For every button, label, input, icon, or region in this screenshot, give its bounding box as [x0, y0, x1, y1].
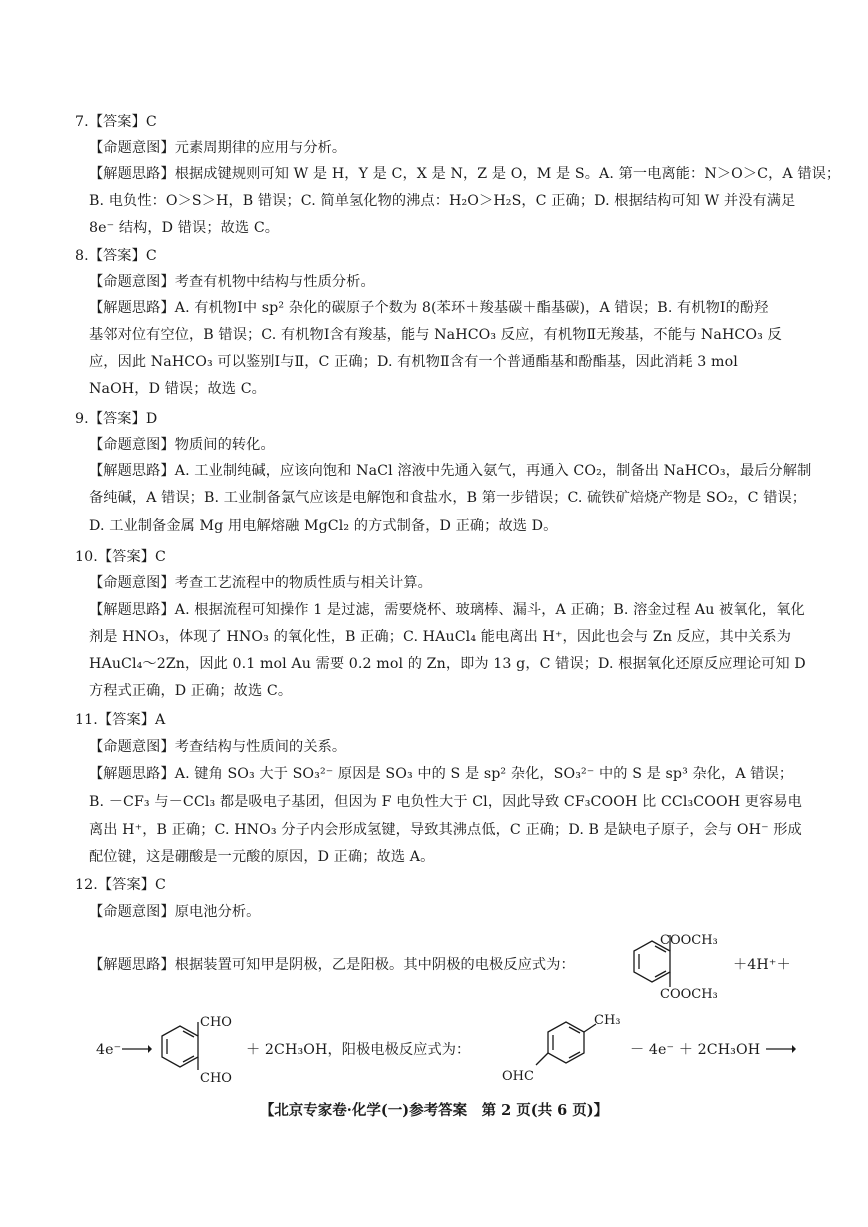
- q8-answer: 8.【答案】C: [75, 248, 157, 264]
- q8-analysis-line-4: NaOH，D 错误；故选 C。: [89, 381, 266, 397]
- dimethyl-phthalate-structure: [610, 925, 745, 1005]
- reaction-arrow-icon-2: [766, 1043, 796, 1055]
- q10-analysis-line-2: 剂是 HNO₃，体现了 HNO₃ 的氧化性，B 正确；C. HAuCl₄ 能电离出 H⁺，因此也会与 Zn 反应，其中关系为: [89, 629, 791, 645]
- q11-analysis-line-4: 配位键，这是硼酸是一元酸的原因，D 正确；故选 A。: [89, 849, 435, 865]
- phthalaldehyde-structure: [152, 1010, 247, 1090]
- q9-answer: 9.【答案】D: [75, 411, 158, 427]
- q11-analysis-line-3: 离出 H⁺，B 正确；C. HNO₃ 分子内会形成氢键，导致其沸点低，C 正确；D. B 是缺电子原子，会与 OH⁻ 形成: [89, 822, 802, 838]
- q12-intent: 【命题意图】原电池分析。: [89, 904, 261, 920]
- q7-answer: 7.【答案】C: [75, 114, 157, 130]
- q10-analysis-line-4: 方程式正确，D 正确；故选 C。: [89, 683, 293, 699]
- q11-answer: 11.【答案】A: [75, 712, 166, 728]
- q11-analysis-line-2: B. －CF₃ 与－CCl₃ 都是吸电子基团，但因为 F 电负性大于 Cl，因此导致 CF₃COOH 比 CCl₃COOH 更容易电: [89, 794, 802, 810]
- q7-analysis-line-1: 【解题思路】根据成键规则可知 W 是 H，Y 是 C，X 是 N，Z 是 O，M 是 S。A. 第一电离能：N＞O＞C，A 错误；: [89, 166, 841, 182]
- q11-analysis-line-1: 【解题思路】A. 键角 SO₃ 大于 SO₃²⁻ 原因是 SO₃ 中的 S 是 sp² 杂化，SO₃²⁻ 中的 S 是 sp³ 杂化，A 错误；: [89, 766, 794, 782]
- q12-analysis-line-1: 【解题思路】根据装置可知甲是阴极，乙是阳极。其中阴极的电极反应式为：: [89, 957, 575, 973]
- cho-bottom-label: CHO: [200, 1071, 232, 1086]
- cooch3-bottom-label: COOCH₃: [660, 987, 718, 1002]
- q10-answer: 10.【答案】C: [75, 549, 166, 565]
- q10-analysis-line-1: 【解题思路】A. 根据流程可知操作 1 是过滤，需要烧杯、玻璃棒、漏斗，A 正确；B. 溶金过程 Au 被氧化，氧化: [89, 602, 805, 618]
- q10-intent: 【命题意图】考查工艺流程中的物质性质与相关计算。: [89, 575, 432, 591]
- q7-analysis-line-3: 8e⁻ 结构，D 错误；故选 C。: [89, 220, 280, 236]
- q9-analysis-line-2: 备纯碱，A 错误；B. 工业制备氯气应该是电解饱和食盐水，B 第一步错误；C. 硫铁矿焙烧产物是 SO₂，C 错误；: [89, 490, 807, 506]
- q10-analysis-line-3: HAuCl₄～2Zn，因此 0.1 mol Au 需要 0.2 mol 的 Zn，即为 13 g，C 错误；D. 根据氧化还原反应理论可知 D: [89, 656, 806, 672]
- cho-top-label: CHO: [200, 1015, 232, 1030]
- q9-intent: 【命题意图】物质间的转化。: [89, 437, 275, 453]
- q9-analysis-line-1: 【解题思路】A. 工业制纯碱，应该向饱和 NaCl 溶液中先通入氨气，再通入 CO₂，制备出 NaHCO₃，最后分解制: [89, 463, 812, 479]
- q7-intent: 【命题意图】元素周期律的应用与分析。: [89, 140, 347, 156]
- q12-answer: 12.【答案】C: [75, 877, 166, 893]
- q12-eq2-mid: ＋ 2CH₃OH，阳极电极反应式为：: [246, 1042, 471, 1058]
- ohc-label: OHC: [502, 1069, 534, 1084]
- page-footer: 【北京专家卷·化学(一)参考答案 第 2 页(共 6 页)】: [259, 1102, 609, 1119]
- q8-intent: 【命题意图】考查有机物中结构与性质分析。: [89, 274, 375, 290]
- q8-analysis-line-3: 应，因此 NaHCO₃ 可以鉴别Ⅰ与Ⅱ，C 正确；D. 有机物Ⅱ含有一个普通酯基和酚酯基，因此消耗 3 mol: [89, 354, 738, 370]
- q11-intent: 【命题意图】考查结构与性质间的关系。: [89, 739, 347, 755]
- q8-analysis-line-2: 基邻对位有空位，B 错误；C. 有机物Ⅰ含有羧基，能与 NaHCO₃ 反应，有机物Ⅱ无羧基，不能与 NaHCO₃ 反: [89, 327, 782, 343]
- q12-eq2-head: 4e⁻: [96, 1042, 122, 1058]
- q12-eq1-tail: ＋4H⁺＋: [733, 957, 791, 973]
- reaction-arrow-icon: [122, 1043, 152, 1055]
- q8-analysis-line-1: 【解题思路】A. 有机物Ⅰ中 sp² 杂化的碳原子个数为 8(苯环＋羧基碳＋酯基碳)，A 错误；B. 有机物Ⅰ的酚羟: [89, 300, 769, 316]
- q7-analysis-line-2: B. 电负性：O＞S＞H，B 错误；C. 简单氢化物的沸点：H₂O＞H₂S，C 正确；D. 根据结构可知 W 并没有满足: [89, 193, 796, 209]
- cooch3-top-label: COOCH₃: [660, 933, 718, 948]
- ch3-label: CH₃: [594, 1013, 621, 1028]
- q12-eq2-tail: － 4e⁻ ＋ 2CH₃OH: [630, 1042, 761, 1058]
- methylbenzaldehyde-structure: [498, 1010, 623, 1090]
- q9-analysis-line-3: D. 工业制备金属 Mg 用电解熔融 MgCl₂ 的方式制备，D 正确；故选 D。: [89, 518, 558, 534]
